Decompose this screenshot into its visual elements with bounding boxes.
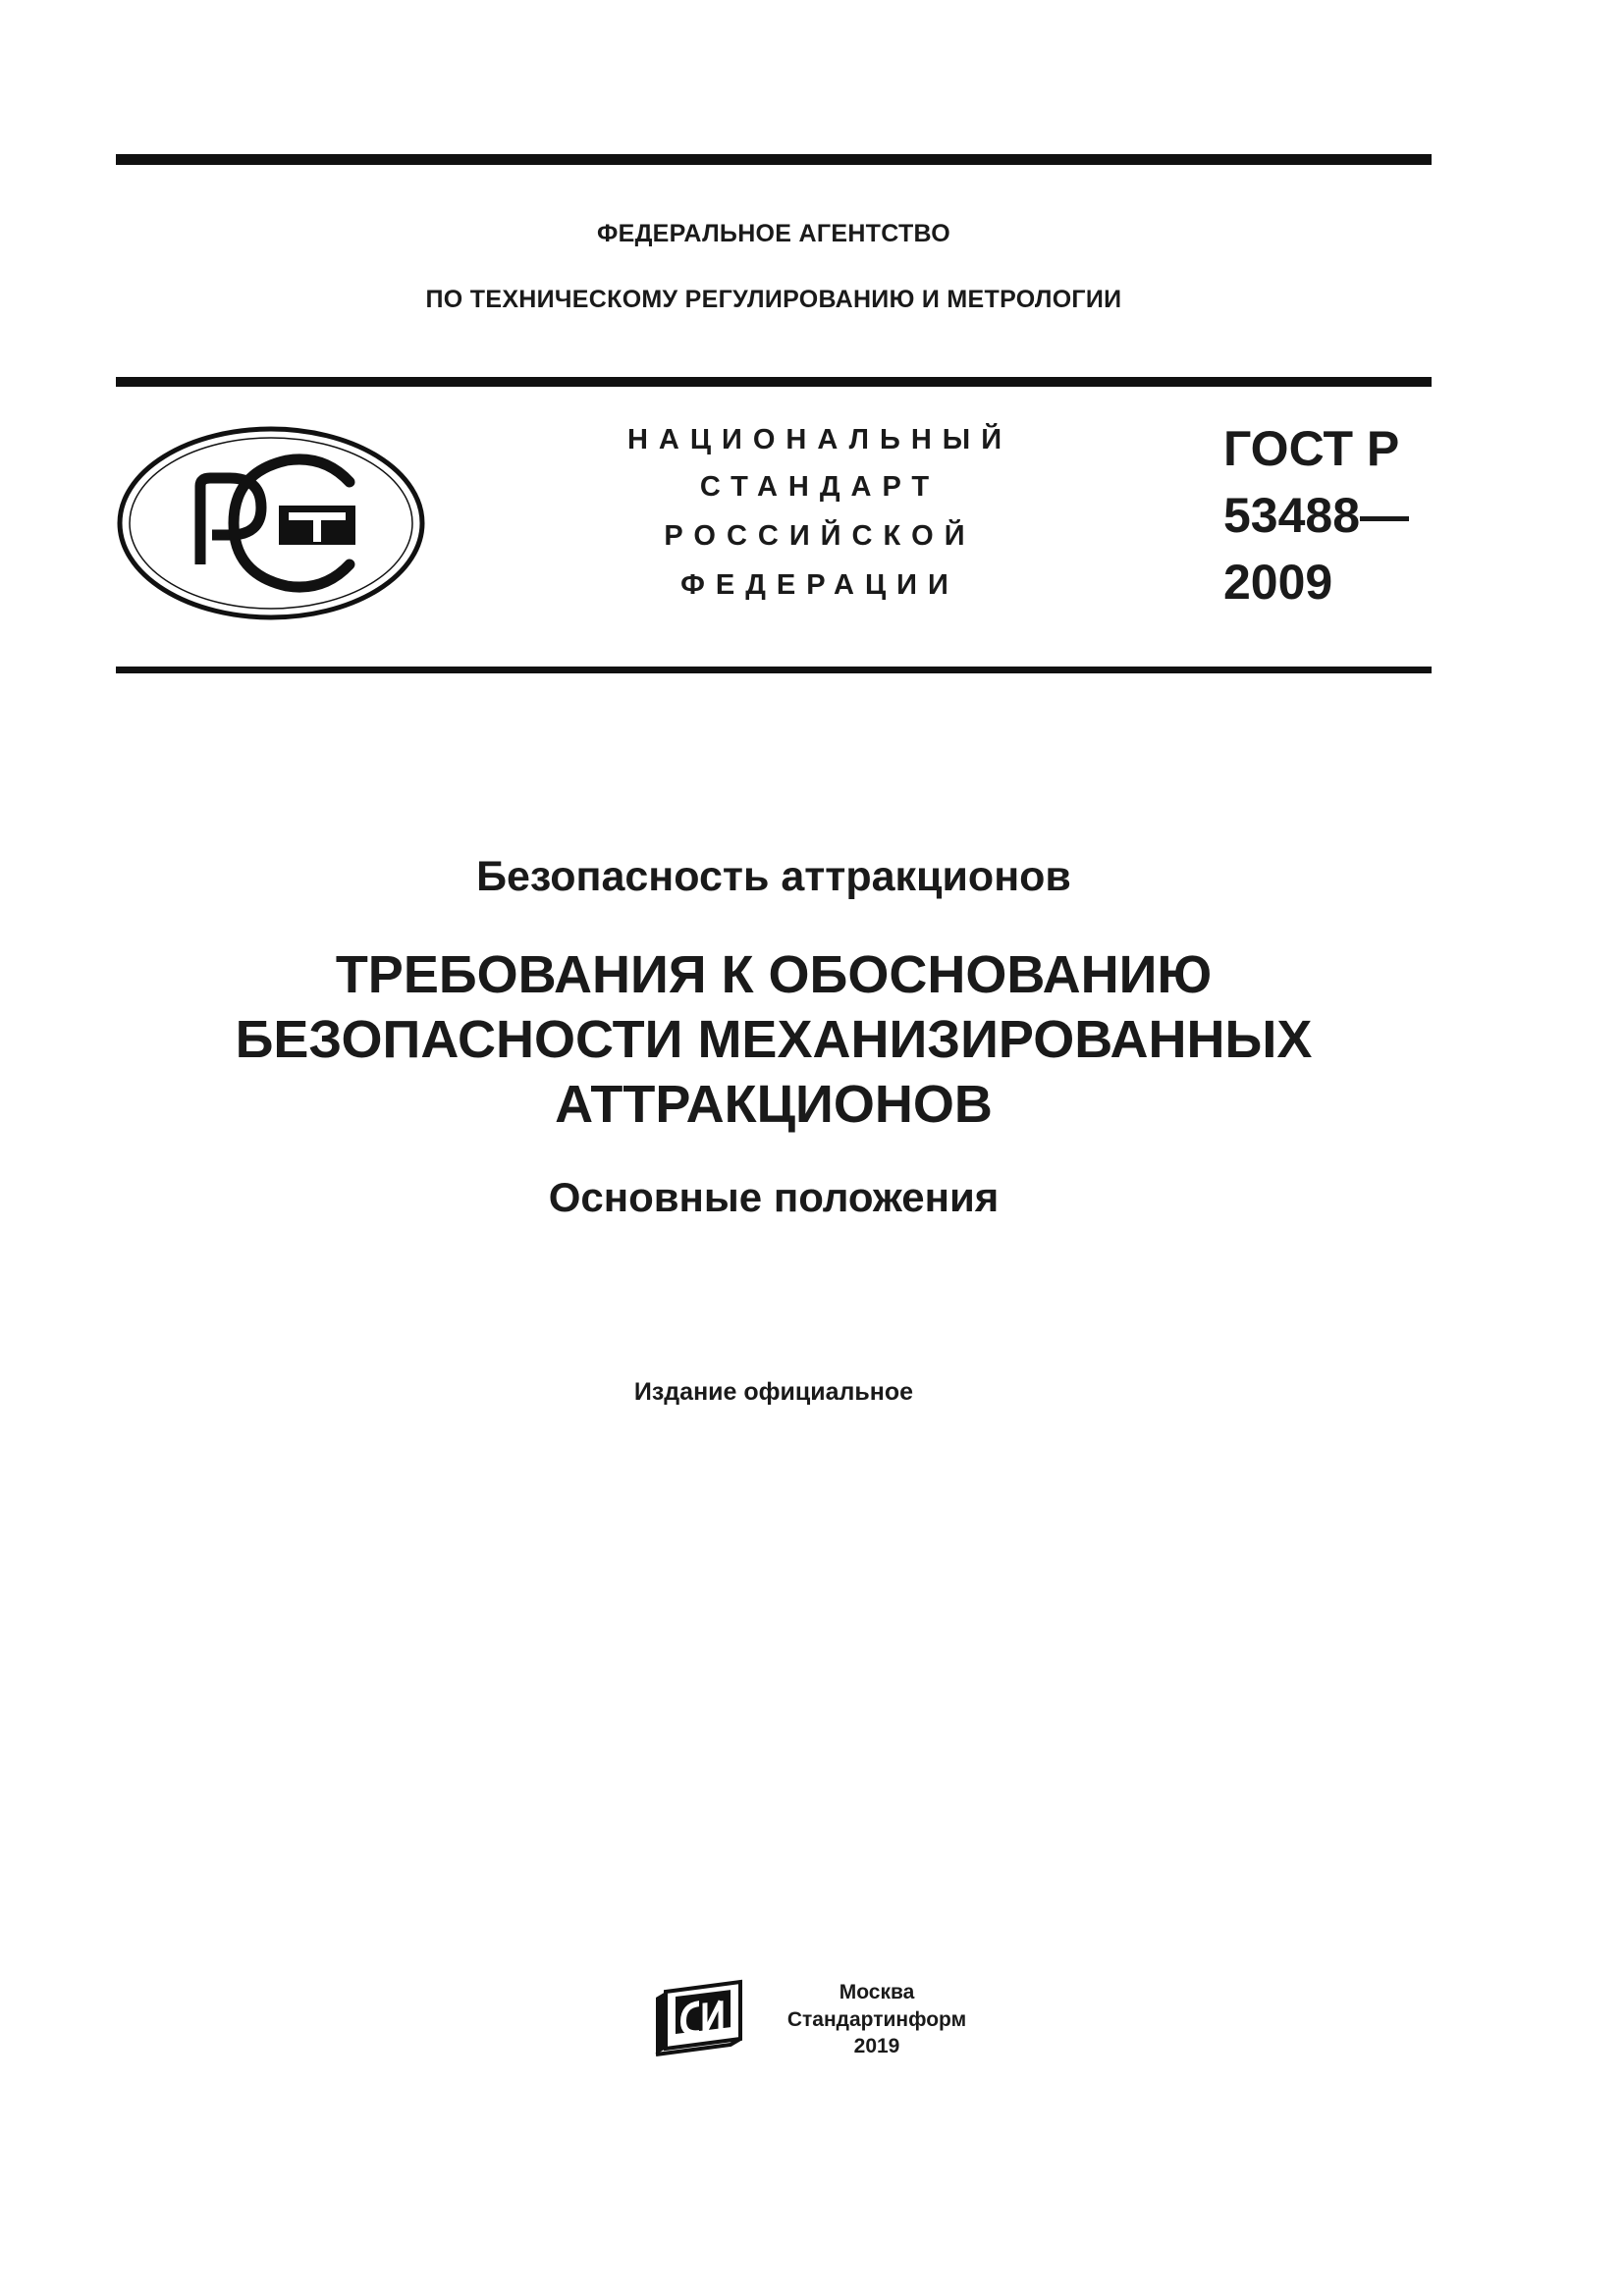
designation-line3: 2009 <box>1223 555 1333 610</box>
agency-name-line2: ПО ТЕХНИЧЕСКОМУ РЕГУЛИРОВАНИЮ И МЕТРОЛОГИИ <box>425 286 1122 313</box>
standartinform-logo <box>652 1978 744 2056</box>
standard-type-line4: ФЕДЕРАЦИИ <box>680 569 959 601</box>
designation-rule <box>116 667 1432 673</box>
publisher-city: Москва <box>839 1981 915 2003</box>
publication-year: 2019 <box>853 2035 900 2057</box>
designation-line1: ГОСТ Р <box>1223 421 1400 476</box>
publisher-name: Стандартинформ <box>786 2008 967 2031</box>
document-subtitle: Основные положения <box>548 1174 1000 1220</box>
standard-type-line3: РОССИЙСКОЙ <box>664 520 976 552</box>
standard-type-line1: НАЦИОНАЛЬНЫЙ <box>626 424 1013 455</box>
designation-line2: 53488— <box>1223 488 1410 543</box>
top-rule <box>116 154 1432 165</box>
standard-type-line2: СТАНДАРТ <box>699 471 941 503</box>
header-rule <box>116 377 1432 387</box>
document-title-line3: АТТРАКЦИОНОВ <box>555 1075 993 1134</box>
edition-note: Издание официальное <box>633 1378 914 1406</box>
agency-name-line1: ФЕДЕРАЛЬНОЕ АГЕНТСТВО <box>596 220 951 247</box>
document-series: Безопасность аттракционов <box>476 853 1071 900</box>
document-title-line1: ТРЕБОВАНИЯ К ОБОСНОВАНИЮ <box>335 945 1213 1004</box>
document-title-line2: БЕЗОПАСНОСТИ МЕХАНИЗИРОВАННЫХ <box>235 1010 1313 1069</box>
rst-certification-logo <box>116 425 426 621</box>
